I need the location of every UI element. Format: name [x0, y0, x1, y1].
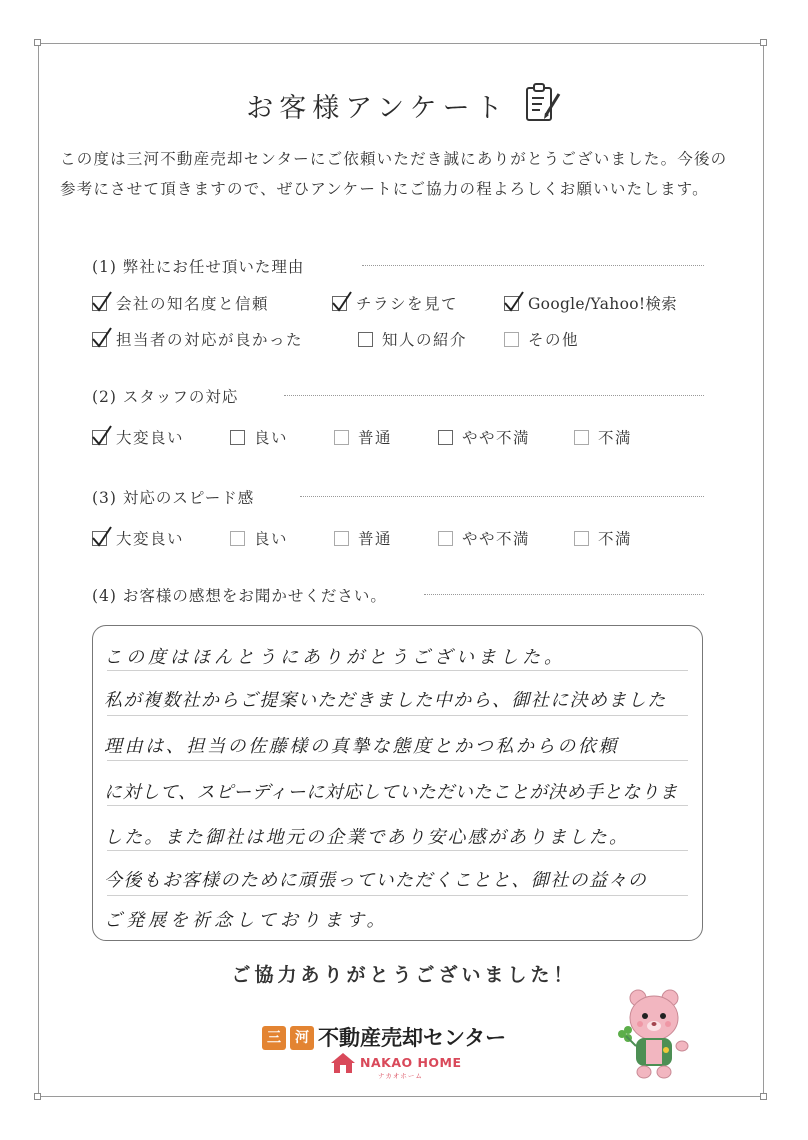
option-web-search[interactable] — [504, 292, 677, 314]
logo-brand-kana: ナカオホーム — [378, 1072, 423, 1080]
house-icon — [330, 1052, 356, 1078]
option-label: 会社の知名度と信頼 — [116, 295, 270, 313]
option-label: チラシを見て — [356, 295, 459, 313]
checkbox-unchecked[interactable] — [438, 430, 453, 445]
thank-you-message: ご協力ありがとうございました！ — [231, 964, 577, 986]
writing-rule — [107, 850, 688, 851]
title-row — [0, 82, 808, 128]
option-label: 知人の紹介 — [382, 331, 468, 349]
writing-rule — [107, 805, 688, 806]
option-somewhat-dissatisfied[interactable] — [438, 426, 530, 448]
checkbox-unchecked[interactable] — [574, 531, 589, 546]
option-label: 普通 — [358, 530, 393, 548]
question-3-heading: (3) 対応のスピード感 — [92, 489, 255, 507]
option-dissatisfied[interactable] — [574, 527, 632, 549]
writing-rule — [107, 760, 688, 761]
checkbox-unchecked[interactable] — [230, 430, 245, 445]
dotted-rule — [284, 395, 704, 396]
checkbox-unchecked[interactable] — [438, 531, 453, 546]
checkbox-checked[interactable] — [92, 296, 107, 311]
checkbox-checked[interactable] — [332, 296, 347, 311]
checkbox-unchecked[interactable] — [334, 430, 349, 445]
option-dissatisfied[interactable] — [574, 426, 632, 448]
option-somewhat-dissatisfied[interactable] — [438, 527, 530, 549]
option-label: その他 — [528, 331, 580, 349]
checkbox-checked[interactable] — [92, 531, 107, 546]
question-4-heading: (4) お客様の感想をお聞かせください。 — [92, 587, 387, 605]
intro-line: 参考にさせて頂きますので、ぜひアンケートにご協力の程よろしくお願いいたします。 — [60, 180, 709, 198]
corner-mark — [34, 1093, 41, 1100]
option-staff-response[interactable] — [92, 328, 303, 350]
writing-rule — [107, 670, 688, 671]
bear-mascot-icon — [616, 988, 700, 1086]
option-company-reputation[interactable] — [92, 292, 269, 314]
company-logo — [262, 1022, 552, 1082]
option-normal[interactable] — [334, 527, 392, 549]
handwritten-line: 私が複数社からご提案いただきました中から、御社に決めました — [104, 690, 667, 711]
page-title: お客様アンケート — [246, 92, 509, 124]
checkbox-checked[interactable] — [92, 430, 107, 445]
option-very-good[interactable] — [92, 426, 184, 448]
handwritten-line: した。また御社は地元の企業であり安心感がありました。 — [104, 827, 630, 848]
option-label: 担当者の対応が良かった — [116, 331, 304, 349]
writing-rule — [107, 715, 688, 716]
handwritten-line: ご発展を祈念しております。 — [104, 910, 389, 931]
option-label: やや不満 — [462, 429, 531, 447]
handwritten-line: 今後もお客様のために頑張っていただくことと、御社の益々の — [104, 870, 648, 891]
option-referral[interactable] — [358, 328, 467, 350]
checkbox-unchecked[interactable] — [230, 531, 245, 546]
dotted-rule — [424, 594, 704, 595]
dotted-rule — [300, 496, 704, 497]
option-flyer[interactable] — [332, 292, 458, 314]
corner-mark — [34, 39, 41, 46]
option-other[interactable] — [504, 328, 579, 350]
checkbox-unchecked[interactable] — [358, 332, 373, 347]
checkbox-unchecked[interactable] — [334, 531, 349, 546]
option-label: 良い — [254, 530, 289, 548]
option-label: やや不満 — [462, 530, 531, 548]
checkbox-checked[interactable] — [92, 332, 107, 347]
intro-text — [60, 144, 760, 204]
option-label: 良い — [254, 429, 289, 447]
option-normal[interactable] — [334, 426, 392, 448]
option-good[interactable] — [230, 527, 288, 549]
option-label: Google/Yahoo!検索 — [528, 295, 677, 313]
checkbox-unchecked[interactable] — [504, 332, 519, 347]
option-good[interactable] — [230, 426, 288, 448]
option-label: 普通 — [358, 429, 393, 447]
question-2-heading: (2) スタッフの対応 — [92, 388, 239, 406]
checkbox-checked[interactable] — [504, 296, 519, 311]
logo-brand: NAKAO HOME — [360, 1055, 462, 1070]
logo-company-name: 不動産売却センター — [318, 1026, 507, 1050]
handwritten-line: に対して、スピーディーに対応していただいたことが決め手となりま — [104, 782, 679, 803]
dotted-rule — [362, 265, 704, 266]
option-label: 大変良い — [116, 429, 185, 447]
option-very-good[interactable] — [92, 527, 184, 549]
logo-badge: 三 — [262, 1026, 286, 1050]
intro-line: この度は三河不動産売却センターにご依頼いただき誠にありがとうございました。今後の — [60, 150, 728, 168]
writing-rule — [107, 895, 688, 896]
option-label: 不満 — [598, 530, 633, 548]
question-1-heading: (1) 弊社にお任せ頂いた理由 — [92, 258, 305, 276]
option-label: 大変良い — [116, 530, 185, 548]
option-label: 不満 — [598, 429, 633, 447]
logo-badge: 河 — [290, 1026, 314, 1050]
corner-mark — [760, 1093, 767, 1100]
handwritten-line: この度はほんとうにありがとうございました。 — [104, 647, 566, 668]
handwritten-line: 理由は、担当の佐藤様の真摯な態度とかつ私からの依頼 — [104, 736, 619, 757]
corner-mark — [760, 39, 767, 46]
clipboard-pencil-icon — [524, 82, 562, 128]
checkbox-unchecked[interactable] — [574, 430, 589, 445]
